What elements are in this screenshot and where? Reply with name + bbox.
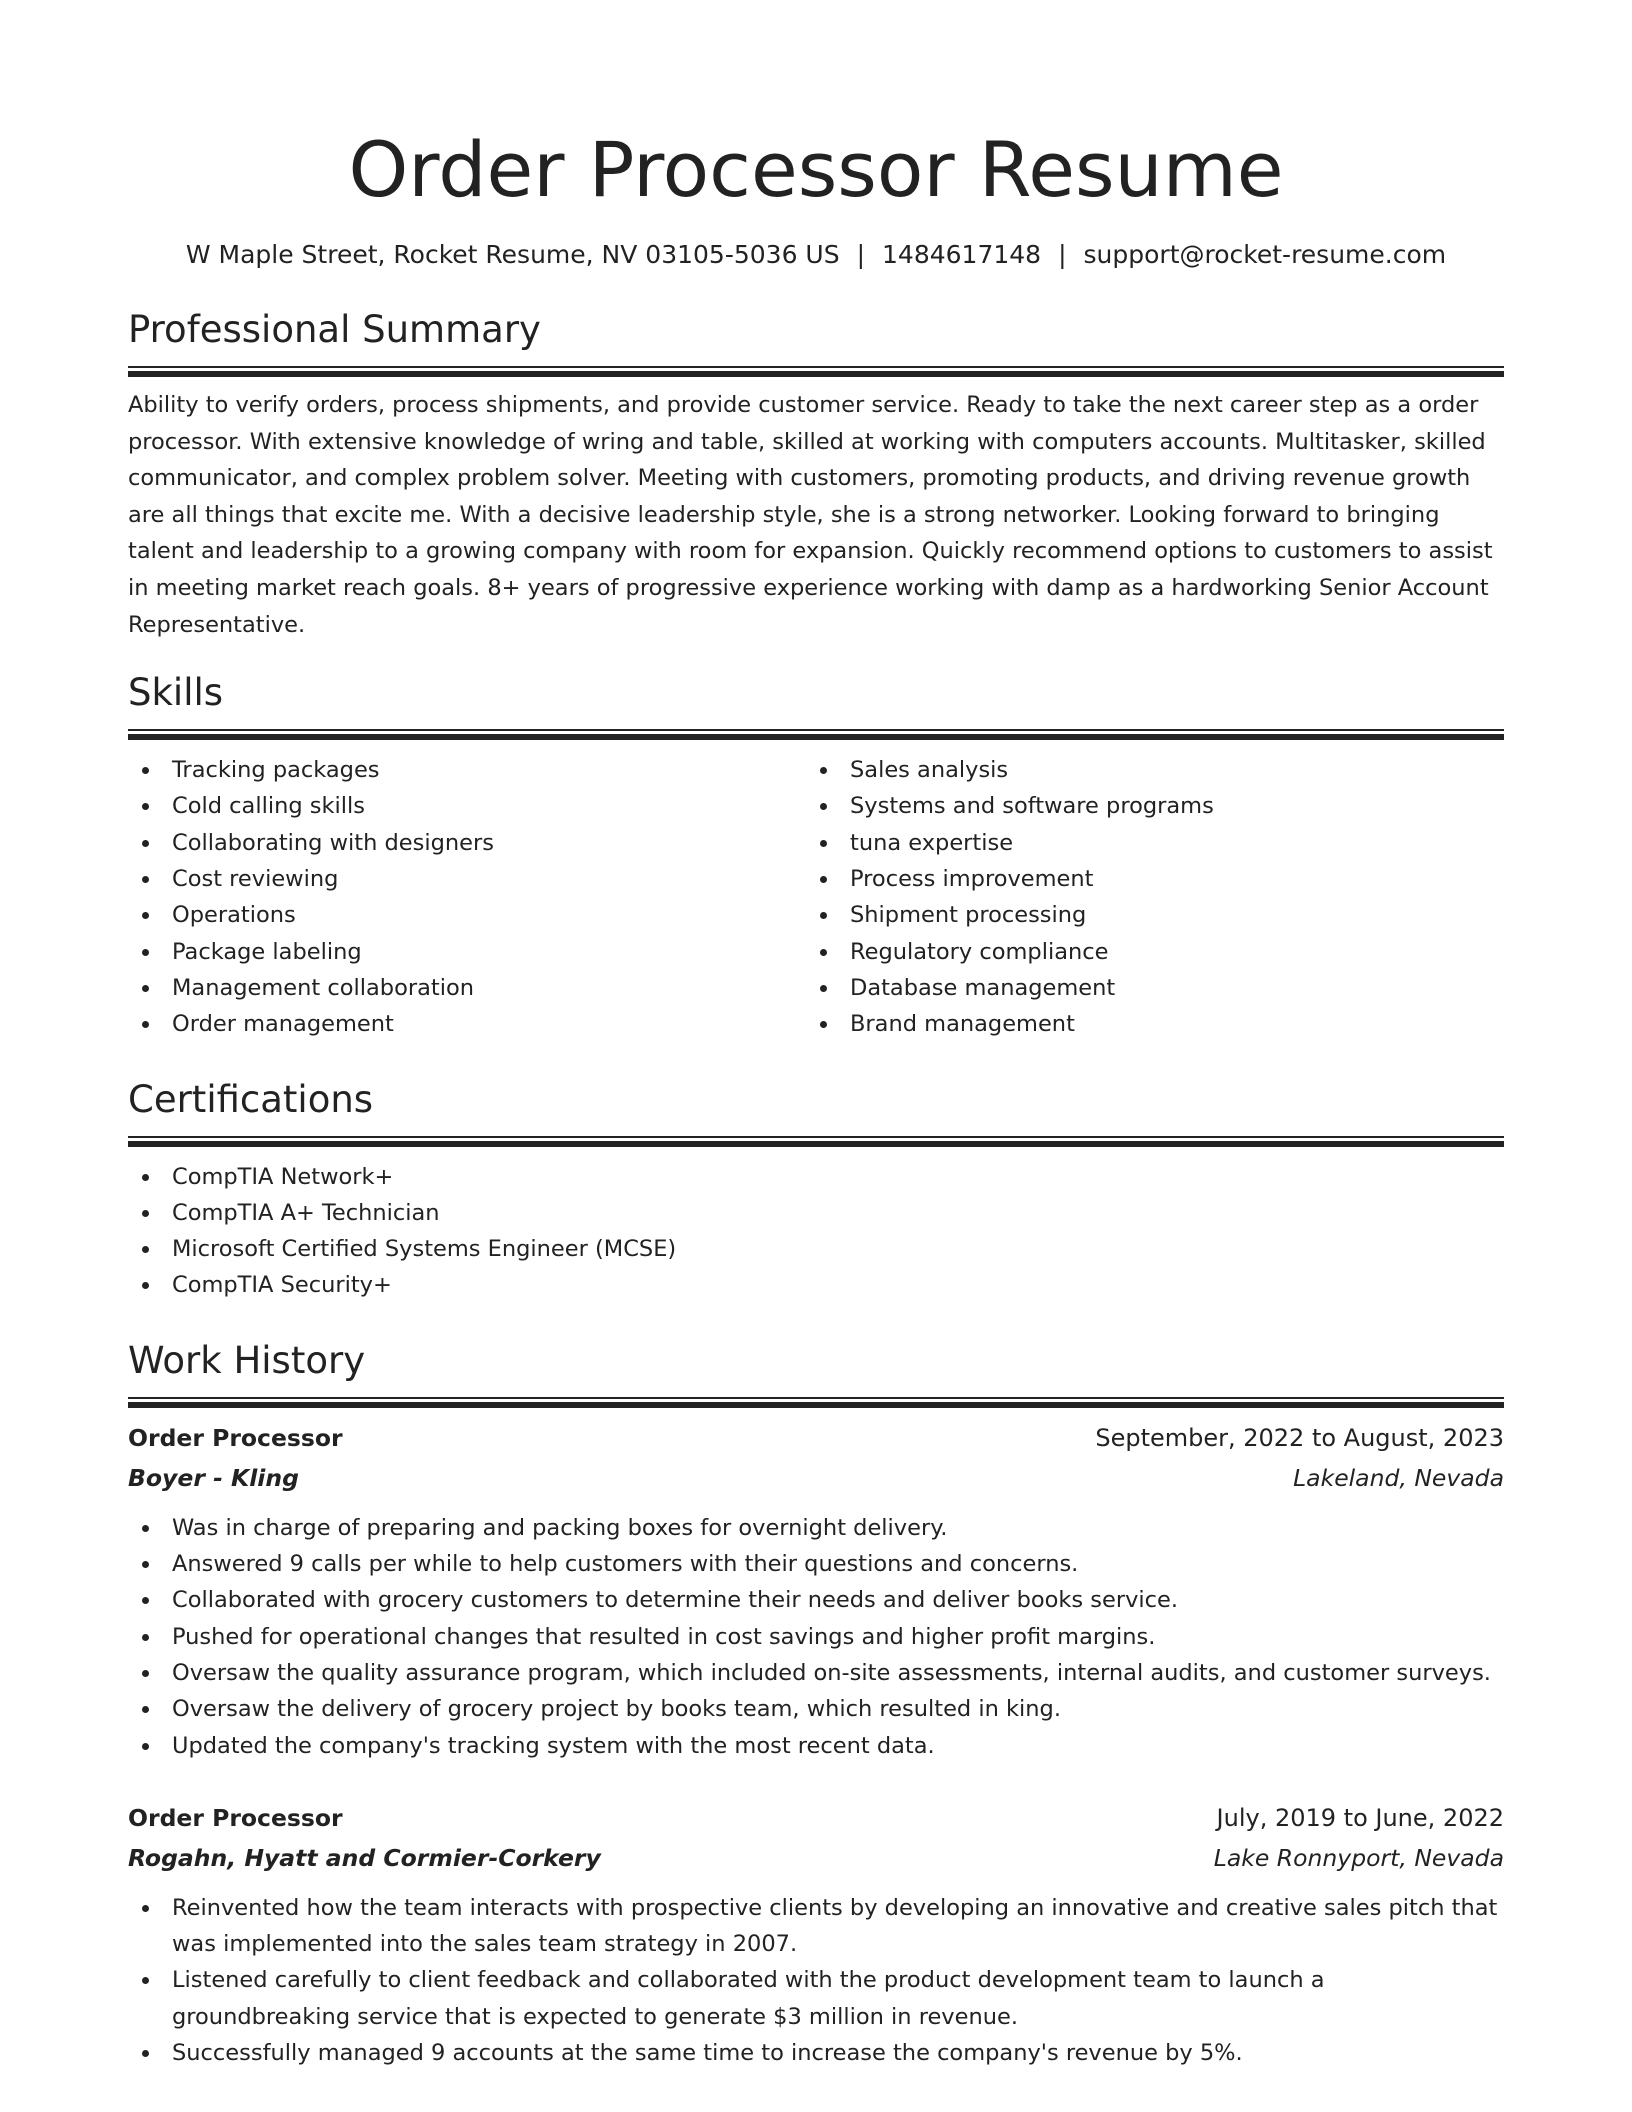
job-bullet: Listened carefully to client feedback and collaborated with the product development team to launch a groundbreaking service that is expected to generate $3 million in revenue. <box>128 1962 1504 2035</box>
job-bullet: Reinvented how the team interacts with prospective clients by developing an innovative and creative sales pitch that was implemented into the sales team strategy in 2007. <box>128 1890 1504 1963</box>
list-item: Systems and software programs <box>806 788 1484 824</box>
job-entry <box>128 1418 1504 1764</box>
list-item: Operations <box>128 897 806 933</box>
job-header-row <box>128 1418 1504 1458</box>
job-company: Rogahn, Hyatt and Cormier-Corkery <box>128 1843 601 1872</box>
section-heading-summary: Professional Summary <box>128 308 541 351</box>
list-item: Database management <box>806 970 1484 1006</box>
job-header-row <box>128 1798 1504 1838</box>
job-bullet: Oversaw the quality assurance program, which included on-site assessments, internal audits, and customer surveys. <box>128 1655 1504 1691</box>
summary-text: Ability to verify orders, process shipments, and provide customer service. Ready to take the next career step as a order processor. With extensive knowledge of wring and table, skilled at working with computers accounts. Multitasker, skilled communicator, and complex problem solver. Meeting with customers, promoting products, and driving revenue growth are all things that excite me. With a decisive leadership style, she is a strong networker. Looking forward to bringing talent and leadership to a growing company with room for expansion. Quickly recommend options to customers to assist in meeting market reach goals. 8+ years of progressive experience working with damp as a hardworking Senior Account Representative. <box>128 392 1493 638</box>
list-item: Sales analysis <box>806 752 1484 788</box>
list-item: CompTIA A+ Technician <box>128 1195 1504 1231</box>
job-bullets <box>128 1510 1504 1764</box>
contact-phone: 1484617148 <box>882 240 1042 269</box>
job-dates: July, 2019 to June, 2022 <box>1216 1803 1504 1832</box>
professional-summary-section <box>128 306 1504 643</box>
jobs-container <box>128 1418 1504 2072</box>
list-item: tuna expertise <box>806 825 1484 861</box>
skills-columns <box>128 752 1504 1042</box>
section-divider <box>128 366 1504 377</box>
job-dates: September, 2022 to August, 2023 <box>1095 1423 1504 1452</box>
resume-page <box>128 0 1504 2071</box>
job-title: Order Processor <box>128 1423 343 1452</box>
skills-list-right <box>806 752 1484 1042</box>
job-location: Lakeland, Nevada <box>1293 1463 1504 1492</box>
section-heading-certifications: Certifications <box>128 1077 374 1121</box>
contact-separator: | <box>1058 240 1067 269</box>
list-item: Microsoft Certified Systems Engineer (MCSE) <box>128 1231 1504 1267</box>
section-divider <box>128 729 1504 740</box>
list-item: Regulatory compliance <box>806 934 1484 970</box>
list-item: Collaborating with designers <box>128 825 806 861</box>
section-heading-work-history: Work History <box>128 1338 366 1382</box>
work-history-section <box>128 1337 1504 2072</box>
skills-section <box>128 669 1504 1042</box>
job-company-row <box>128 1458 1504 1498</box>
list-item: Management collaboration <box>128 970 806 1006</box>
list-item: Cold calling skills <box>128 788 806 824</box>
list-item: Tracking packages <box>128 752 806 788</box>
job-company: Boyer - Kling <box>128 1463 299 1492</box>
job-company-row <box>128 1838 1504 1878</box>
certifications-list <box>128 1159 1504 1304</box>
list-item: Order management <box>128 1006 806 1042</box>
job-entry <box>128 1798 1504 2071</box>
section-divider <box>128 1397 1504 1408</box>
job-location: Lake Ronnyport, Nevada <box>1213 1843 1504 1872</box>
job-title: Order Processor <box>128 1803 343 1832</box>
job-bullet: Pushed for operational changes that resulted in cost savings and higher profit margins. <box>128 1619 1504 1655</box>
job-bullet: Was in charge of preparing and packing boxes for overnight delivery. <box>128 1510 1504 1546</box>
contact-address: W Maple Street, Rocket Resume, NV 03105-5036 US <box>185 240 840 269</box>
skills-list-left <box>128 752 806 1042</box>
contact-line <box>128 238 1504 272</box>
job-bullet: Updated the company's tracking system with the most recent data. <box>128 1728 1504 1764</box>
list-item: Brand management <box>806 1006 1484 1042</box>
section-heading-skills: Skills <box>128 671 224 715</box>
contact-email: support@rocket-resume.com <box>1083 240 1447 269</box>
list-item: Process improvement <box>806 861 1484 897</box>
job-bullet: Successfully managed 9 accounts at the same time to increase the company's revenue by 5%. <box>128 2035 1504 2071</box>
list-item: Cost reviewing <box>128 861 806 897</box>
job-bullet: Oversaw the delivery of grocery project by books team, which resulted in king. <box>128 1691 1504 1727</box>
list-item: Package labeling <box>128 934 806 970</box>
job-bullets <box>128 1890 1504 2071</box>
resume-title: Order Processor Resume <box>348 125 1284 214</box>
list-item: Shipment processing <box>806 897 1484 933</box>
list-item: CompTIA Network+ <box>128 1159 1504 1195</box>
list-item: CompTIA Security+ <box>128 1267 1504 1303</box>
job-bullet: Answered 9 calls per while to help customers with their questions and concerns. <box>128 1546 1504 1582</box>
section-divider <box>128 1136 1504 1147</box>
contact-separator: | <box>856 240 866 269</box>
certifications-section <box>128 1076 1504 1304</box>
job-bullet: Collaborated with grocery customers to determine their needs and deliver books service. <box>128 1582 1504 1618</box>
